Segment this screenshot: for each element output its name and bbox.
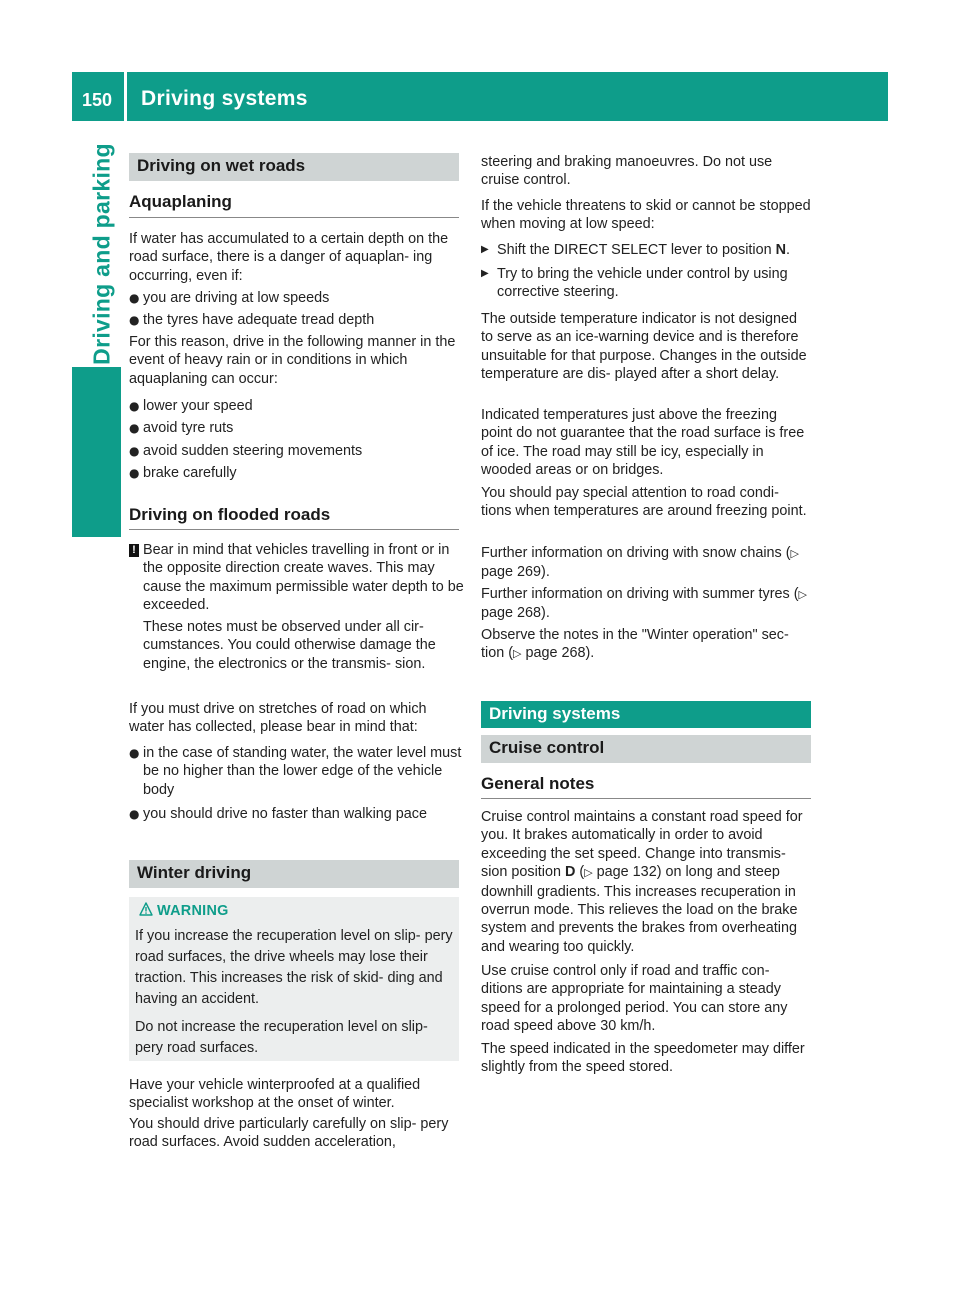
- header-divider: [124, 72, 127, 121]
- list-item: ● lower your speed: [129, 398, 253, 414]
- heading-rule: [481, 798, 811, 799]
- heading-rule: [129, 529, 459, 530]
- page-ref-triangle-icon: ▷: [584, 866, 593, 880]
- section-title: Cruise control: [489, 738, 605, 757]
- bullet-icon: ●: [129, 746, 140, 760]
- paragraph-with-ref: Further information on driving with summer tyres (▷ page 268).: [481, 586, 807, 622]
- list-item: ● avoid sudden steering movements: [129, 443, 363, 459]
- page-ref-triangle-icon: ▷: [513, 647, 522, 661]
- paragraph: The speed indicated in the speedometer may differ slightly from the speed stored.: [481, 1041, 805, 1076]
- section-title: Driving systems: [489, 704, 621, 723]
- bullet-icon: ●: [129, 421, 140, 435]
- page-ref-triangle-icon: ▷: [798, 588, 807, 601]
- list-item: ● brake carefully: [129, 465, 237, 481]
- page-number: 150: [82, 90, 113, 110]
- paragraph: For this reason, drive in the following manner in the event of heavy rain or in conditions in which aquaplaning can occur:: [129, 334, 456, 387]
- paragraph: If the vehicle threatens to skid or cannot be stopped when moving at low speed:: [481, 198, 811, 233]
- heading-rule: [129, 217, 459, 218]
- section-bar-winter-driving: [129, 860, 459, 888]
- side-tab-label: Driving and parking: [88, 143, 115, 365]
- section-title: Driving on wet roads: [137, 156, 306, 175]
- warning-title: WARNING: [157, 903, 229, 919]
- caution-note: ! Bear in mind that vehicles travelling in front or in the opposite direction create waves. This may cause the maximum permissible water depth to be exceeded.: [129, 541, 473, 615]
- paragraph: If you must drive on stretches of road on which water has collected, please bear in mind that:: [129, 701, 427, 736]
- step-item: ▶ Try to bring the vehicle under control by using corrective steering.: [481, 266, 788, 301]
- paragraph: You should pay special attention to road condi- tions when temperatures are around freezing point.: [481, 485, 807, 520]
- caution-note-continued: These notes must be observed under all cir- cumstances. You could otherwise damage the engine, the electronics or the transmis- sion.: [143, 619, 436, 672]
- bullet-icon: ●: [129, 444, 140, 458]
- exclamation-icon: !: [129, 544, 139, 557]
- bullet-icon: ●: [129, 399, 140, 413]
- warning-text: Do not increase the recuperation level on slip- pery road surfaces.: [135, 1019, 428, 1056]
- bullet-icon: ●: [129, 313, 140, 327]
- subheading-flooded-roads: Driving on flooded roads: [129, 505, 331, 524]
- paragraph-with-ref: Observe the notes in the "Winter operation" sec- tion (▷ page 268).: [481, 627, 789, 662]
- list-item: ● you are driving at low speeds: [129, 290, 330, 306]
- warning-triangle-icon: [139, 902, 153, 916]
- list-item: ● in the case of standing water, the water level must be no higher than the lower edge of the vehicle body: [129, 745, 462, 798]
- paragraph: Use cruise control only if road and traffic con- ditions are appropriate for maintaining a steady speed for a prolonged period. You can store any road speed above 30 km/h.: [481, 963, 788, 1035]
- page-ref-link[interactable]: page 269).: [481, 564, 550, 581]
- page-ref-link[interactable]: page 268).: [525, 645, 595, 662]
- paragraph-with-ref: Further information on driving with snow chains (▷ page 269).: [481, 545, 800, 581]
- paragraph: Have your vehicle winterproofed at a qualified specialist workshop at the onset of winter.: [129, 1077, 421, 1112]
- paragraph: The outside temperature indicator is not designed to serve as an ice-warning device and is therefore unsuitable for that purpose. Changes in the outside temperature are dis- played after a short delay.: [481, 311, 807, 383]
- subheading-general-notes: General notes: [481, 774, 595, 793]
- section-bar-cruise-control: [481, 735, 811, 763]
- page-ref-link[interactable]: page 268).: [481, 605, 550, 622]
- section-title: Winter driving: [137, 863, 252, 882]
- paragraph-with-ref: Cruise control maintains a constant road speed for you. It brakes automatically in order to avoid exceeding the set speed. Change into transmis- sion position D (▷ page 132) on long and steep downhill gradients. This increases recuperation in overrun mode. This relieves the load on the brake system and prevents the brakes from overheating and wearing too quickly.: [481, 809, 803, 955]
- paragraph: steering and braking manoeuvres. Do not use cruise control.: [481, 154, 773, 189]
- paragraph: You should drive particularly carefully on slip- pery road surfaces. Avoid sudden acceleration,: [129, 1116, 449, 1151]
- side-tab-block: [72, 367, 121, 537]
- step-arrow-icon: ▶: [481, 244, 489, 255]
- list-item: ● you should drive no faster than walking pace: [129, 806, 427, 822]
- subheading-aquaplaning: Aquaplaning: [129, 192, 232, 211]
- paragraph: If water has accumulated to a certain depth on the road surface, there is a danger of aquaplan- ing occurring, even if:: [129, 231, 449, 284]
- bullet-icon: ●: [129, 291, 140, 305]
- section-bar-wet-roads: [129, 153, 459, 181]
- section-bar-driving-systems: [481, 701, 811, 728]
- bullet-icon: ●: [129, 807, 140, 821]
- step-arrow-icon: ▶: [481, 268, 489, 279]
- warning-text: If you increase the recuperation level on slip- pery road surfaces, the drive wheels may lose their traction. This increases the risk of skid- ding and having an accident.: [135, 928, 453, 1007]
- list-item: ● avoid tyre ruts: [129, 420, 234, 436]
- running-head: Driving systems: [141, 87, 308, 110]
- page-ref-triangle-icon: ▷: [790, 547, 800, 560]
- list-item: ● the tyres have adequate tread depth: [129, 312, 375, 328]
- paragraph: Indicated temperatures just above the freezing point do not guarantee that the road surface is free of ice. The road may still be icy, especially in wooded areas or on bridges.: [481, 407, 805, 479]
- step-item: ▶ Shift the DIRECT SELECT lever to position N.: [481, 242, 791, 258]
- bullet-icon: ●: [129, 466, 140, 480]
